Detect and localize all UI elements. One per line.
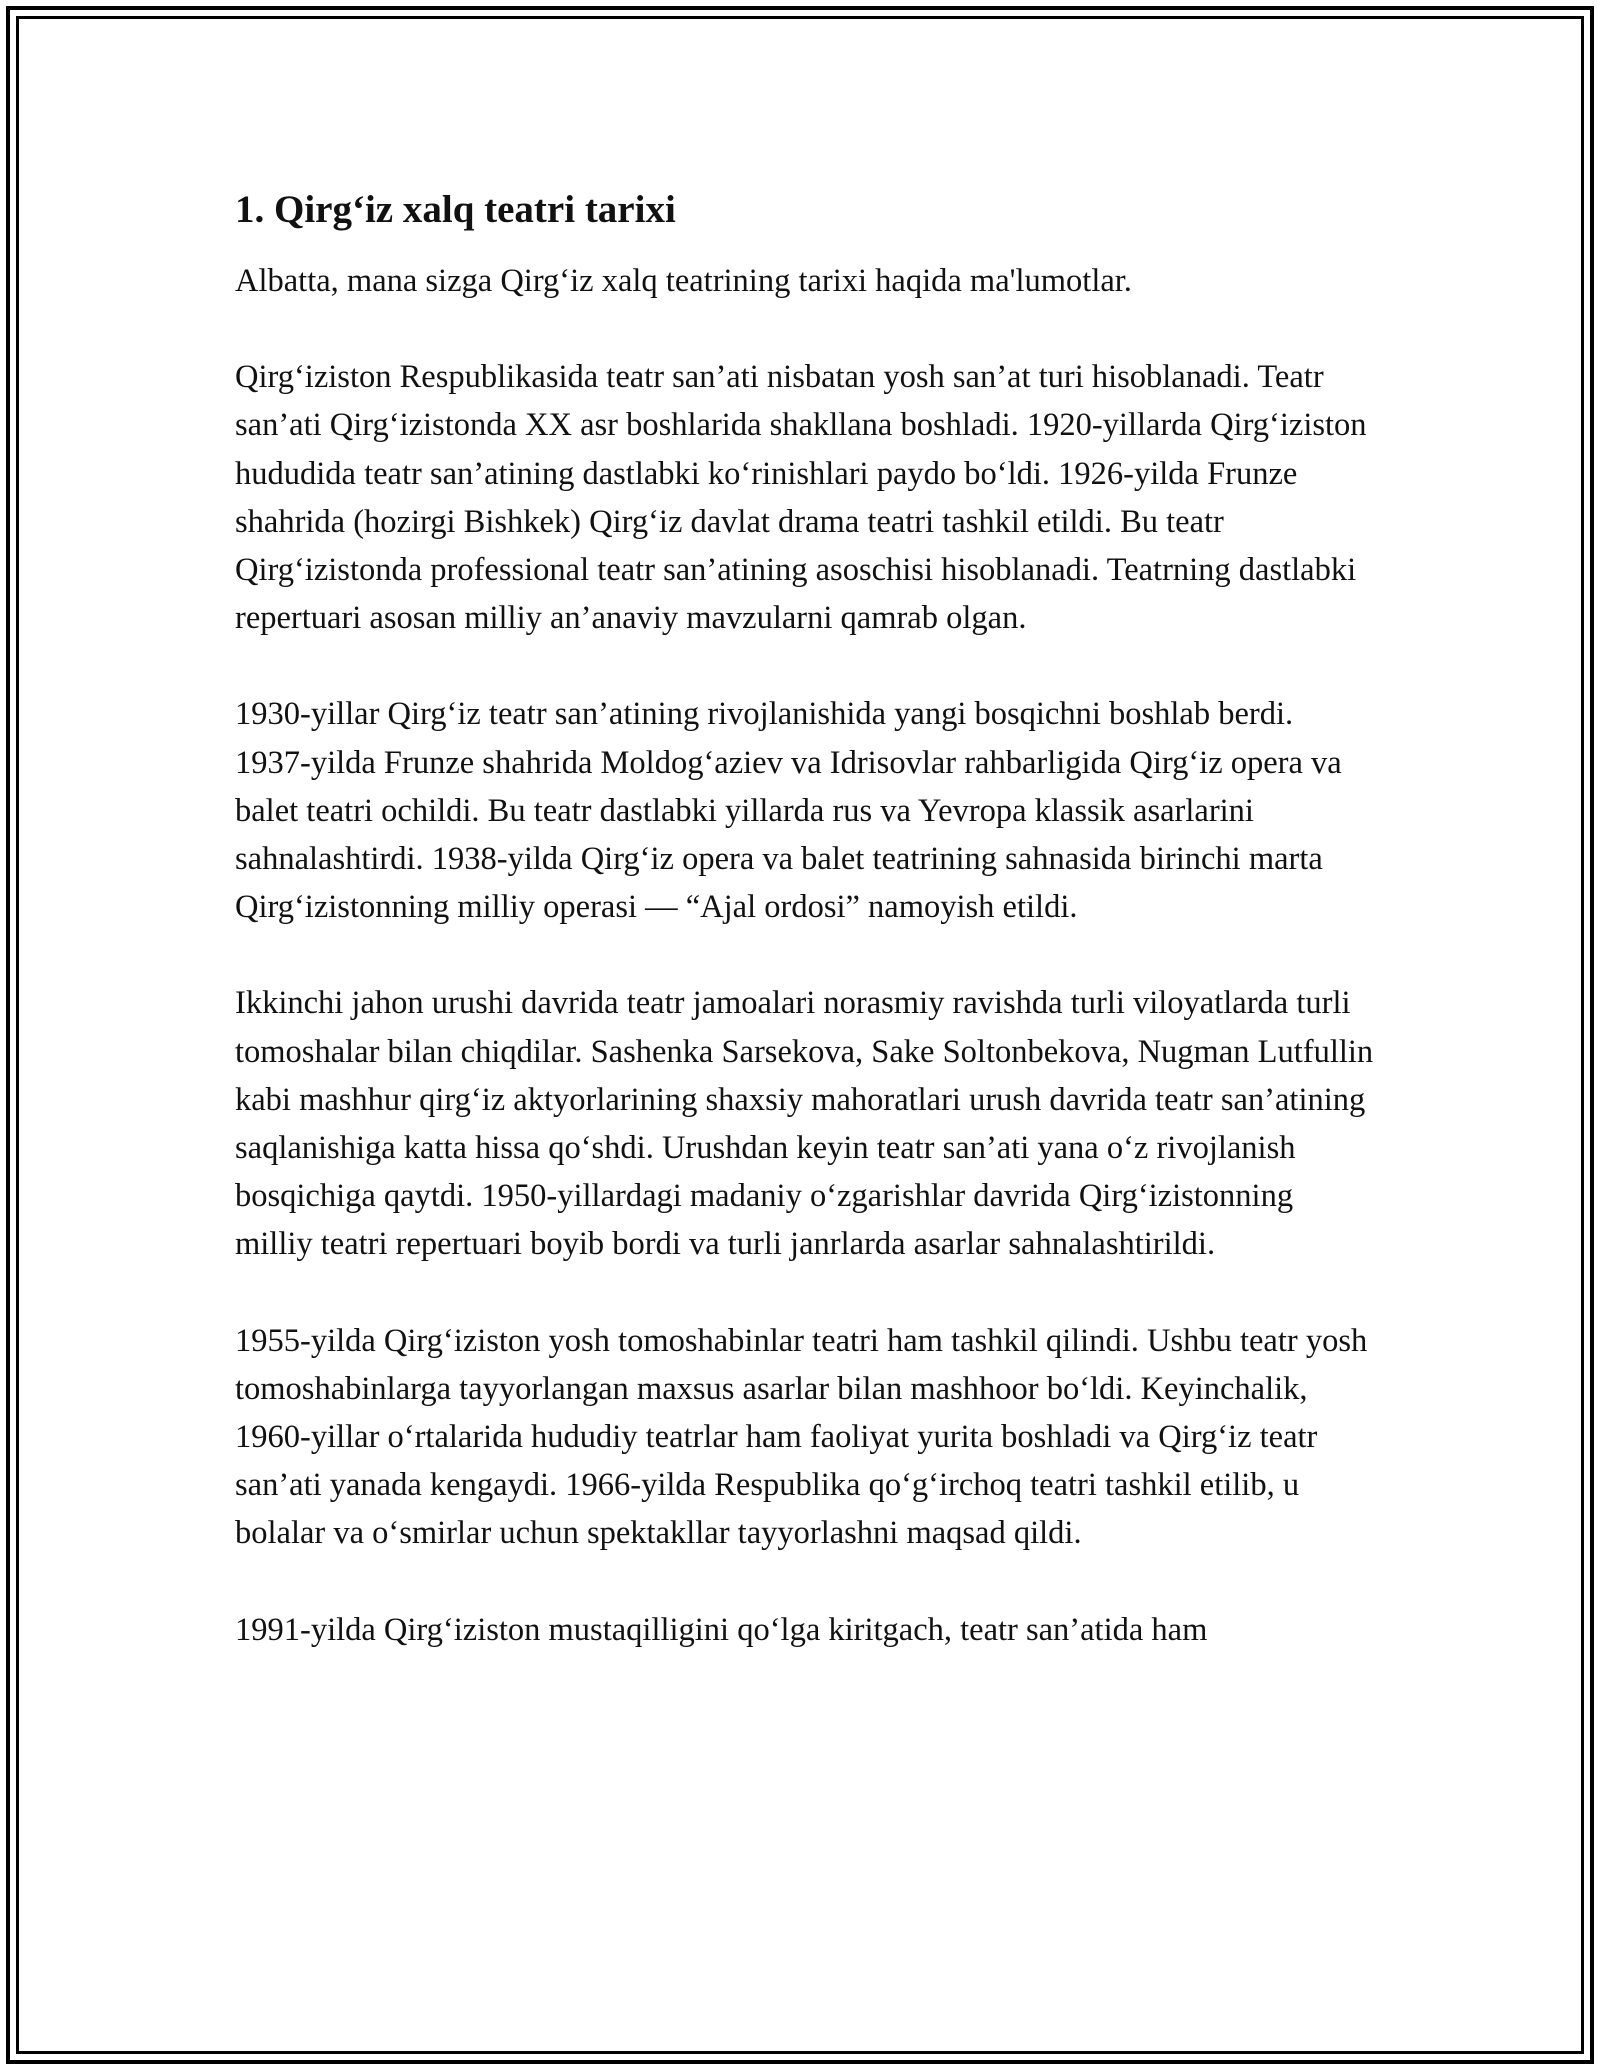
paragraph-2: 1930-yillar Qirg‘iz teatr san’atining rivojlanishida yangi bosqichni boshlab berdi. 1937-yilda Frunze shahrida Moldog‘aziev va Idrisovlar rahbarligida Qirg‘iz opera va balet teatri ochildi. Bu teatr dastlabki yillarda rus va Yevropa klassik asarlarini sahnalashtirdi. 1938-yilda Qirg‘iz opera va balet teatrining sahnasida birinchi marta Qirg‘izistonning milliy operasi — “Ajal ordosi” namoyish etildi. — [235, 696, 1342, 926]
document-title: 1. Qirg‘iz xalq teatri tarixi — [235, 188, 676, 231]
paragraph-3: Ikkinchi jahon urushi davrida teatr jamoalari norasmiy ravishda turli viloyatlarda turli tomoshalar bilan chiqdilar. Sashenka Sarsekova, Sake Soltonbekova, Nugman Lutfullin kabi mashhur qirg‘iz aktyorlarining shaxsiy mahoratlari urush davrida teatr san’atining saqlanishiga katta hissa qo‘shdi. Urushdan keyin teatr san’ati yana o‘z rivojlanish bosqichiga qaytdi. 1950-yillardagi madaniy o‘zgarishlar davrida Qirg‘izistonning milliy teatri repertuari boyib bordi va turli janrlarda asarlar sahnalashtirildi. — [235, 985, 1374, 1263]
paragraph-5: 1991-yilda Qirg‘iziston mustaqilligini qo‘lga kiritgach, teatr san’atida ham — [235, 1611, 1208, 1648]
intro-paragraph: Albatta, mana sizga Qirg‘iz xalq teatrining tarixi haqida ma'lumotlar. — [235, 263, 1132, 299]
document-body — [235, 185, 1375, 1702]
paragraph-1: Qirg‘iziston Respublikasida teatr san’ati nisbatan yosh san’at turi hisoblanadi. Teatr san’ati Qirg‘izistonda XX asr boshlarida shakllana boshladi. 1920-yillarda Qirg‘iziston hududida teatr san’atining dastlabki ko‘rinishlari paydo bo‘ldi. 1926-yilda Frunze shahrida (hozirgi Bishkek) Qirg‘iz davlat drama teatri tashkil etildi. Bu teatr Qirg‘izistonda professional teatr san’atining asoschisi hisoblanadi. Teatrning dastlabki repertuari asosan milliy an’anaviy mavzularni qamrab olgan. — [235, 359, 1367, 637]
paragraph-4: 1955-yilda Qirg‘iziston yosh tomoshabinlar teatri ham tashkil qilindi. Ushbu teatr yosh tomoshabinlarga tayyorlangan maxsus asarlar bilan mashhoor bo‘ldi. Keyinchalik, 1960-yillar o‘rtalarida hududiy teatrlar ham faoliyat yurita boshladi va Qirg‘iz teatr san’ati yanada kengaydi. 1966-yilda Respublika qo‘g‘irchoq teatri tashkil etilib, u bolalar va o‘smirlar uchun spektakllar tayyorlashni maqsad qildi. — [235, 1322, 1368, 1552]
